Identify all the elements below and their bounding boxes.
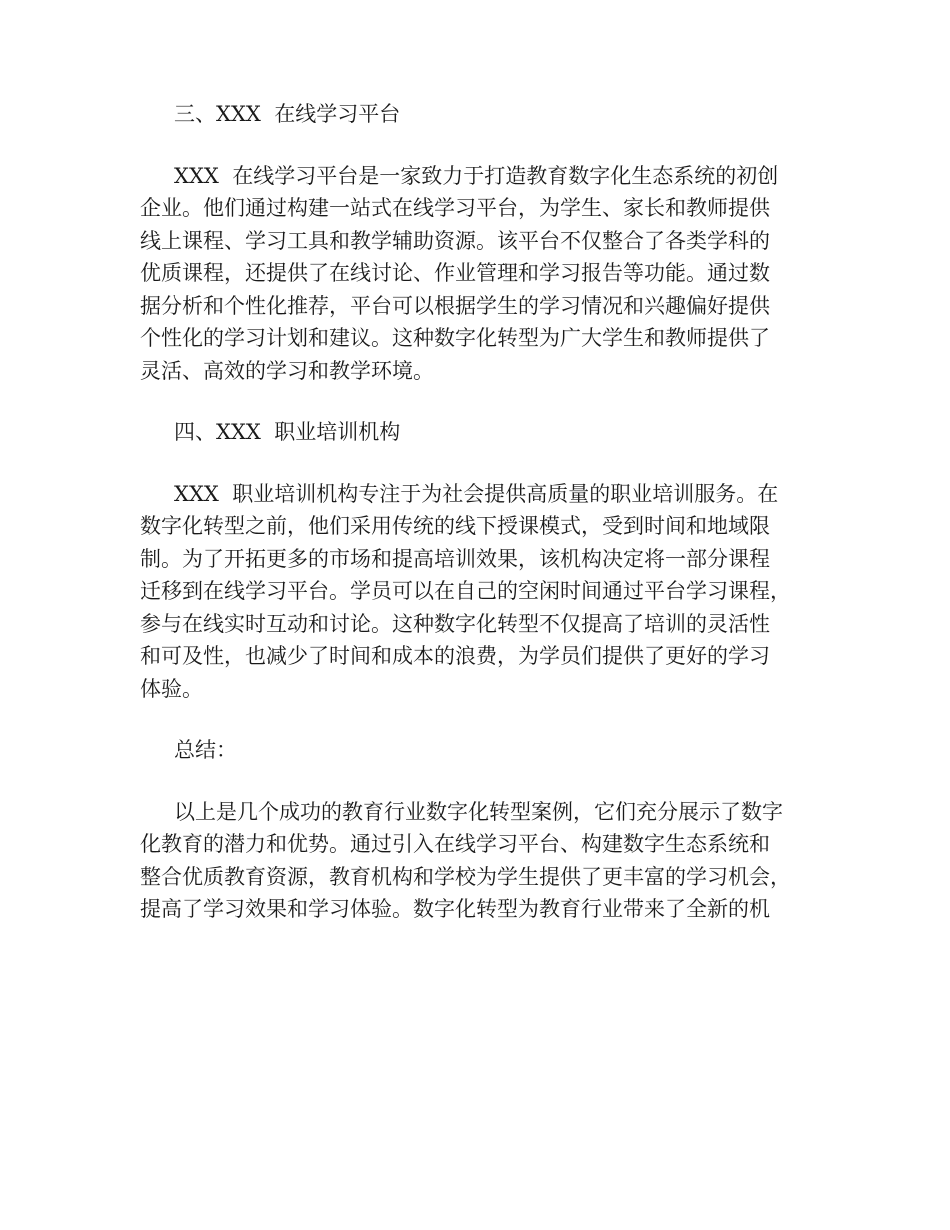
paragraph-line: 灵活、高效的学习和教学环境。 bbox=[140, 358, 434, 383]
paragraph-line: 参与在线实时互动和讨论。这种数字化转型不仅提高了培训的灵活性 bbox=[140, 611, 770, 636]
paragraph-gap bbox=[140, 131, 830, 160]
paragraph-gap bbox=[140, 767, 830, 796]
paragraph-gap bbox=[140, 705, 830, 734]
paragraph-line: XXX 职业培训机构专注于为社会提供高质量的职业培训服务。在 bbox=[174, 481, 779, 506]
paragraph bbox=[140, 478, 830, 706]
paragraph-line: 化教育的潜力和优势。通过引入在线学习平台、构建数字生态系统和 bbox=[140, 832, 770, 856]
paragraph-line: 据分析和个性化推荐，平台可以根据学生的学习情况和兴趣偏好提供 bbox=[140, 293, 770, 318]
paragraph-line: 企业。他们通过构建一站式在线学习平台，为学生、家长和教师提供 bbox=[140, 196, 770, 220]
paragraph-gap bbox=[140, 449, 830, 478]
paragraph bbox=[140, 796, 830, 926]
section-heading: 四、XXX 职业培训机构 bbox=[174, 420, 401, 444]
paragraph-line: 个性化的学习计划和建议。这种数字化转型为广大学生和教师提供了 bbox=[140, 326, 770, 350]
paragraph-line: 体验。 bbox=[140, 676, 203, 701]
paragraph-line: 迁移到在线学习平台。学员可以在自己的空闲时间通过平台学习课程， bbox=[140, 579, 791, 603]
paragraph-line: 优质课程，还提供了在线讨论、作业管理和学习报告等功能。通过数 bbox=[140, 261, 770, 285]
paragraph-line: 线上课程、学习工具和教学辅助资源。该平台不仅整合了各类学科的 bbox=[140, 228, 770, 253]
paragraph-line: 提高了学习效果和学习体验。数字化转型为教育行业带来了全新的机 bbox=[140, 897, 770, 921]
document-body bbox=[140, 98, 830, 926]
paragraph-line: 制。为了开拓更多的市场和提高培训效果，该机构决定将一部分课程 bbox=[140, 546, 770, 571]
paragraph bbox=[140, 160, 830, 388]
paragraph-line: 和可及性，也减少了时间和成本的浪费，为学员们提供了更好的学习 bbox=[140, 644, 770, 668]
paragraph-line: XXX 在线学习平台是一家致力于打造教育数字化生态系统的初创 bbox=[174, 163, 779, 188]
paragraph-line: 整合优质教育资源，教育机构和学校为学生提供了更丰富的学习机会， bbox=[140, 864, 791, 889]
paragraph-gap bbox=[140, 387, 830, 416]
paragraph-line: 以上是几个成功的教育行业数字化转型案例，它们充分展示了数字 bbox=[174, 799, 783, 824]
paragraph-line: 数字化转型之前，他们采用传统的线下授课模式，受到时间和地域限 bbox=[140, 514, 770, 538]
section-heading: 三、XXX 在线学习平台 bbox=[174, 102, 401, 126]
section-heading: 总结： bbox=[174, 738, 237, 762]
